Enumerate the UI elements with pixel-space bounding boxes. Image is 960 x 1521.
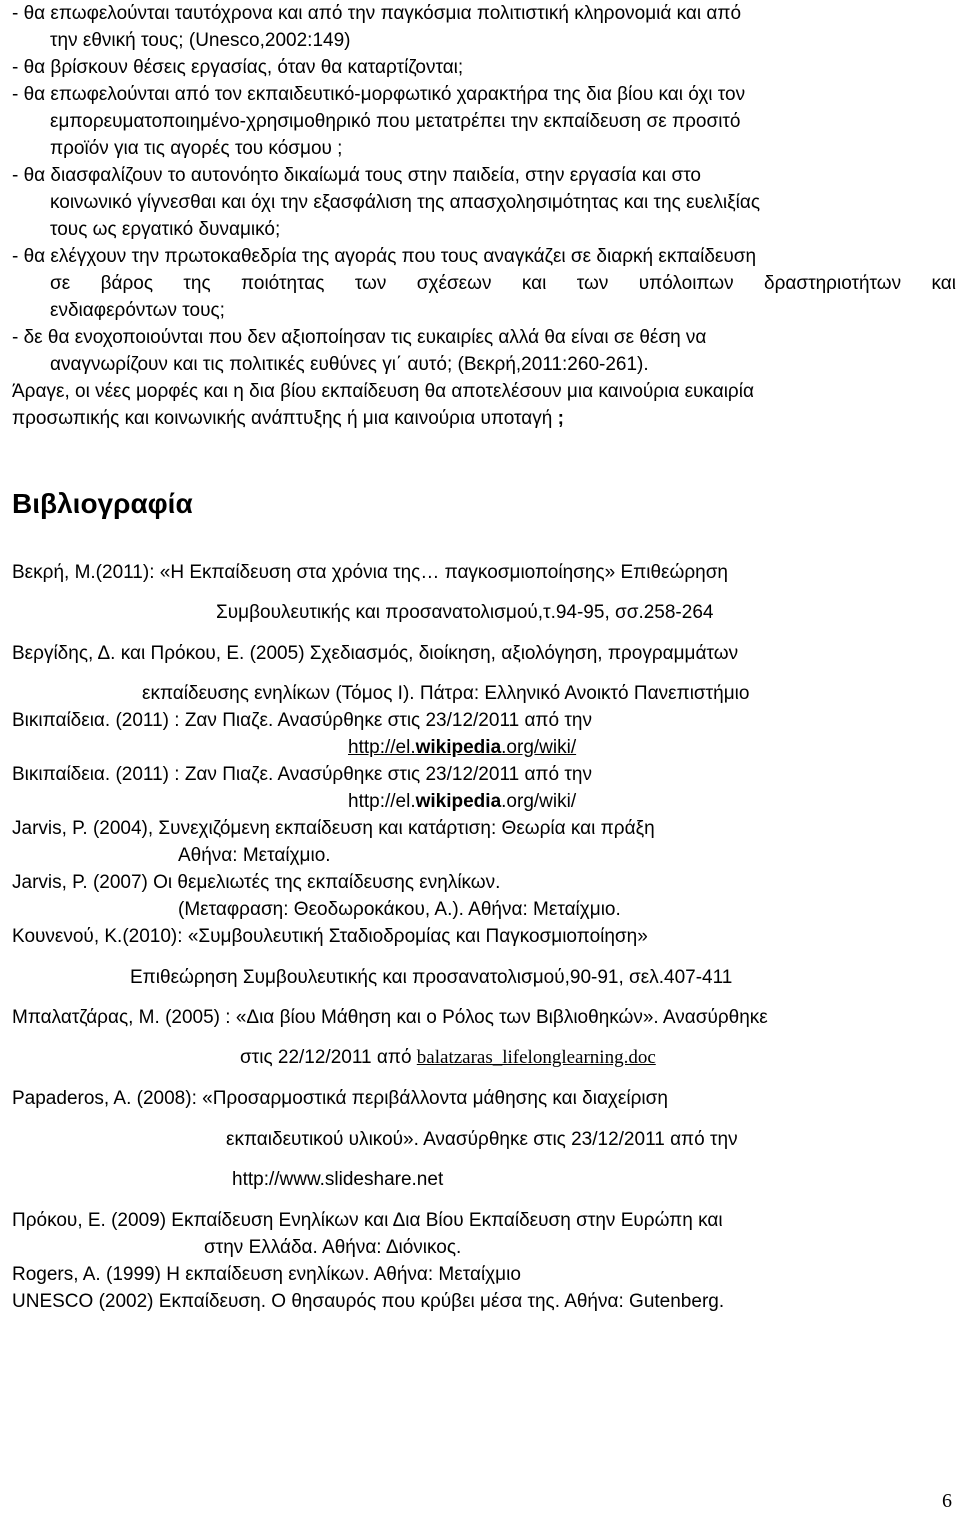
url-part: http://el. — [348, 791, 416, 812]
question-mark: ; — [557, 408, 564, 429]
reference-text: στις 22/12/2011 από — [240, 1047, 412, 1068]
reference-url[interactable]: http://www.slideshare.net — [232, 1169, 444, 1190]
reference-line: εκπαίδευσης ενηλίκων (Τόμος Ι). Πάτρα: Ελληνικό Ανοικτό Πανεπιστήμιο — [142, 683, 750, 704]
reference-url[interactable] — [348, 737, 576, 759]
reference-line: Βικιπαίδεια. (2011) : Ζαν Πιαζε. Ανασύρθηκε στις 23/12/2011 από την — [12, 764, 592, 785]
reference-line: Βεκρή, Μ.(2011): «Η Εκπαίδευση στα χρόνια της… παγκοσμιοποίησης» Επιθεώρηση — [12, 562, 728, 583]
bullet-line: τους ως εργατικό δυναμικό; — [50, 219, 281, 240]
reference-url[interactable] — [348, 791, 576, 813]
reference-line: στην Ελλάδα. Αθήνα: Διόνικος. — [204, 1237, 462, 1258]
reference-line: Συμβουλευτικής και προσανατολισμού,τ.94-95, σσ.258-264 — [216, 602, 714, 623]
bullet-line: - θα επωφελούνται από τον εκπαιδευτικό-μορφωτικό χαρακτήρα της δια βίου και όχι τον — [12, 84, 746, 105]
bullet-line: - θα επωφελούνται ταυτόχρονα και από την παγκόσμια πολιτιστική κληρονομιά και από — [12, 3, 742, 24]
bullet-line: - θα βρίσκουν θέσεις εργασίας, όταν θα καταρτίζονται; — [12, 57, 464, 78]
reference-line: Πρόκου, Ε. (2009) Εκπαίδευση Ενηλίκων και Δια Βίου Εκπαίδευση στην Ευρώπη και — [12, 1210, 723, 1231]
bullet-line: την εθνική τους; (Unesco,2002:149) — [50, 30, 351, 51]
reference-line: UNESCO (2002) Εκπαίδευση. Ο θησαυρός που κρύβει μέσα της. Αθήνα: Gutenberg. — [12, 1291, 725, 1312]
bullet-line: εμπορευματοποιημένο-χρησιμοθηρικό που μετατρέπει την εκπαίδευση σε προσιτό — [50, 111, 741, 132]
paragraph-text: προσωπικής και κοινωνικής ανάπτυξης ή μια καινούρια υποταγή — [12, 408, 553, 429]
reference-line: Βεργίδης, Δ. και Πρόκου, Ε. (2005) Σχεδιασμός, διοίκηση, αξιολόγηση, προγραμμάτων — [12, 643, 739, 664]
url-part: .org/wiki/ — [501, 791, 577, 812]
reference-line: Βικιπαίδεια. (2011) : Ζαν Πιαζε. Ανασύρθηκε στις 23/12/2011 από την — [12, 710, 592, 731]
reference-line: Αθήνα: Μεταίχμιο. — [178, 845, 331, 866]
url-part: http://el. — [348, 737, 416, 758]
reference-line: Επιθεώρηση Συμβουλευτικής και προσανατολισμού,90-91, σελ.407-411 — [130, 967, 733, 988]
bullet-line: προϊόν για τις αγορές του κόσμου ; — [50, 138, 343, 159]
reference-line: Jarvis, P. (2007) Οι θεμελιωτές της εκπαίδευσης ενηλίκων. — [12, 872, 501, 893]
bullet-line: σε βάρος της ποιότητας των σχέσεων και των υπόλοιπων δραστηριοτήτων και — [50, 273, 956, 294]
bullet-line: κοινωνικό γίγνεσθαι και όχι την εξασφάλιση της απασχολησιμότητας και της ευελιξίας — [50, 192, 760, 213]
reference-line: Μπαλατζάρας, Μ. (2005) : «Δια βίου Μάθηση και ο Ρόλος των Βιβλιοθηκών». Ανασύρθηκε — [12, 1007, 768, 1028]
url-part: wikipedia — [415, 737, 502, 758]
reference-line: Papaderos, A. (2008): «Προσαρμοστικά περιβάλλοντα μάθησης και διαχείριση — [12, 1088, 668, 1109]
url-part: .org/wiki/ — [501, 737, 577, 758]
bullet-line: ενδιαφερόντων τους; — [50, 300, 225, 321]
url-part: wikipedia — [415, 791, 502, 812]
paragraph-line — [12, 408, 564, 430]
reference-file-link[interactable]: balatzaras_lifelonglearning.doc — [416, 1047, 656, 1068]
bullet-line: - δε θα ενοχοποιούνται που δεν αξιοποίησαν τις ευκαιρίες αλλά θα είναι σε θέση να — [12, 327, 707, 348]
reference-line: εκπαιδευτικού υλικού». Ανασύρθηκε στις 23/12/2011 από την — [226, 1129, 738, 1150]
paragraph-line: Άραγε, οι νέες μορφές και η δια βίου εκπαίδευση θα αποτελέσουν μια καινούρια ευκαιρία — [12, 381, 754, 402]
section-heading: Βιβλιογραφία — [12, 488, 193, 519]
reference-line: Rogers, A. (1999) Η εκπαίδευση ενηλίκων. Αθήνα: Μεταίχμιο — [12, 1264, 521, 1285]
reference-line — [240, 1047, 656, 1069]
reference-line: (Μεταφραση: Θεοδωροκάκου, Α.). Αθήνα: Μεταίχμιο. — [178, 899, 621, 920]
page-number: 6 — [942, 1490, 952, 1512]
bullet-line: - θα διασφαλίζουν το αυτονόητο δικαίωμά τους στην παιδεία, στην εργασία και στο — [12, 165, 702, 186]
bullet-line: αναγνωρίζουν και τις πολιτικές ευθύνες γι΄ αυτό; (Βεκρή,2011:260-261). — [50, 354, 649, 375]
reference-line: Jarvis, P. (2004), Συνεχιζόμενη εκπαίδευση και κατάρτιση: Θεωρία και πράξη — [12, 818, 655, 839]
reference-line: Κουνενού, Κ.(2010): «Συμβουλευτική Σταδιοδρομίας και Παγκοσμιοποίηση» — [12, 926, 648, 947]
bullet-line: - θα ελέγχουν την πρωτοκαθεδρία της αγοράς που τους αναγκάζει σε διαρκή εκπαίδευση — [12, 246, 757, 267]
